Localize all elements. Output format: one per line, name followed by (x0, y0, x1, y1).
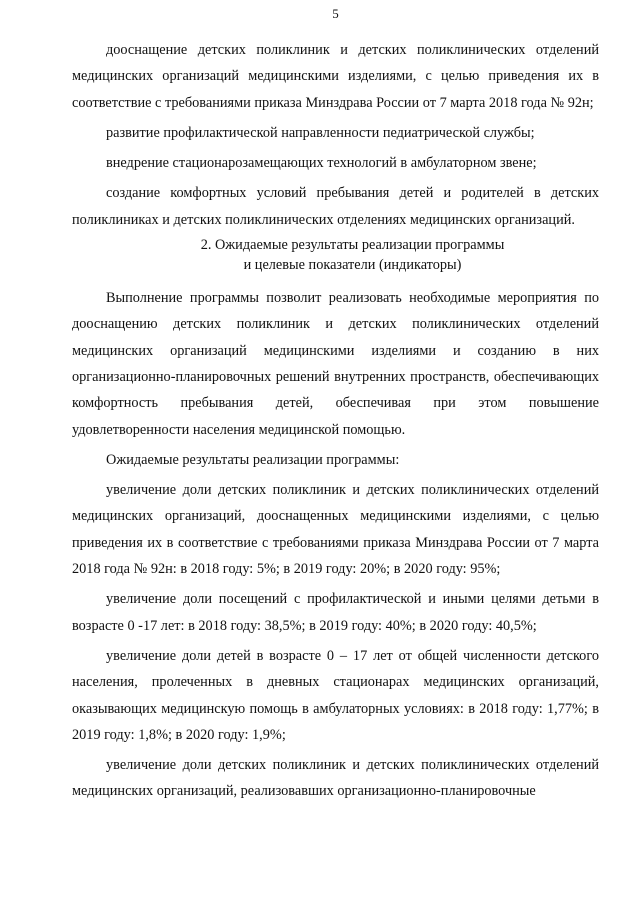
paragraph-equipment: дооснащение детских поликлиник и детских поликлинических отделений медицинских организаций медицинскими изделиями, с целью приведения их в соответствие с требованиями приказа Минздрава России от 7 марта 2018 года № 92н; (72, 42, 599, 111)
section-heading-line-2: и целевые показатели (индикаторы) (243, 257, 462, 274)
paragraph-prevention: развитие профилактической направленности педиатрической службы; (106, 124, 535, 141)
paragraph-inpatient-replacing: внедрение стационарозамещающих технологий в амбулаторном звене; (106, 155, 537, 172)
paragraph-program-outcome: Выполнение программы позволит реализовать необходимые мероприятия по дооснащению детских поликлиник и детских поликлинических отделений медицинских организаций медицинскими изделиями и созданию в них организационно-планировочных решений внутренних пространств, обеспечивающих комфортность пребывания детей, обеспечивая при этом повышение удовлетворенности населения медицинской помощью. (72, 290, 599, 438)
section-heading (72, 235, 599, 275)
indicator-equipped-share: увеличение доли детских поликлиник и детских поликлинических отделений медицинских организаций, дооснащенных медицинскими изделиями, с целью приведения их в соответствие с требованиями приказа Минздрава России от 7 марта 2018 года № 92н: в 2018 году: 5%; в 2019 году: 20%; в 2020 году: 95%; (72, 482, 599, 578)
section-heading-line-1: 2. Ожидаемые результаты реализации программы (200, 237, 505, 254)
document-body (72, 37, 599, 805)
paragraph-comfort: создание комфортных условий пребывания детей и родителей в детских поликлиниках и детских поликлинических отделениях медицинских организаций. (72, 185, 599, 228)
indicator-reorganized-share: увеличение доли детских поликлиник и детских поликлинических отделений медицинских организаций, реализовавших организационно-планировочные (72, 757, 599, 800)
page-number: 5 (332, 6, 339, 21)
indicator-day-hospital-share: увеличение доли детей в возрасте 0 – 17 лет от общей численности детского населения, пролеченных в дневных стационарах медицинских организаций, оказывающих медицинскую помощь в амбулаторных условиях: в 2018 году: 1,77%; в 2019 году: 1,8%; в 2020 году: 1,9%; (72, 647, 599, 743)
paragraph-expected-results: Ожидаемые результаты реализации программы: (106, 451, 400, 468)
indicator-preventive-visits: увеличение доли посещений с профилактической и иными целями детьми в возрасте 0 -17 лет: в 2018 году: 38,5%; в 2019 году: 40%; в 2020 году: 40,5%; (72, 591, 599, 634)
